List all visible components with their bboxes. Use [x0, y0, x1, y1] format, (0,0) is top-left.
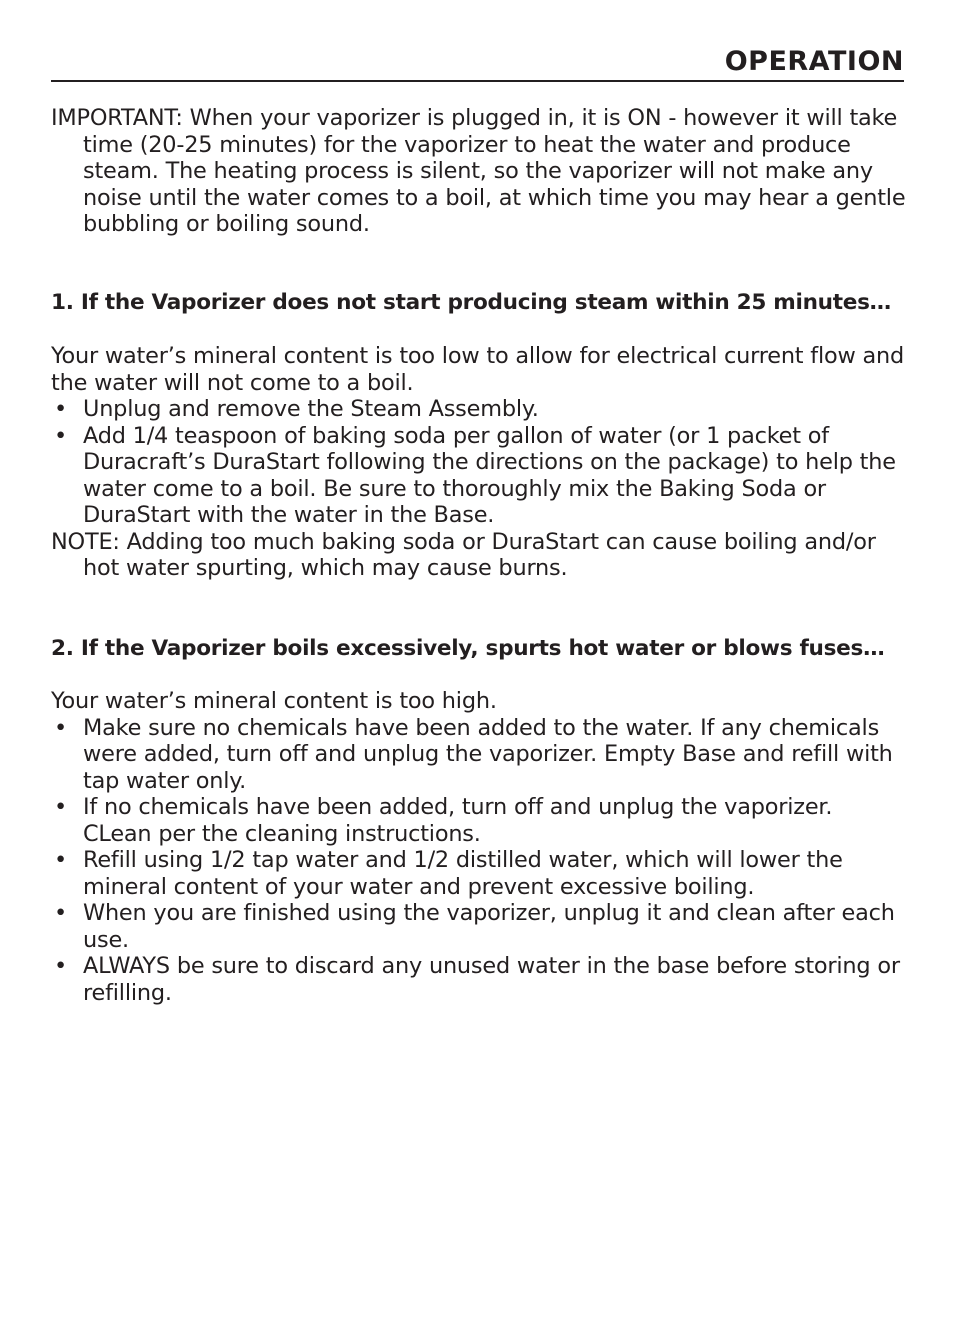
section-1-note: NOTE: Adding too much baking soda or DuraStart can cause boiling and/or hot water spurting, which may cause burns.: [51, 528, 876, 581]
bullet-icon: •: [54, 794, 68, 820]
list-item: [51, 900, 906, 953]
list-item: [51, 794, 906, 847]
list-item-text: Add 1/4 teaspoon of baking soda per gallon of water (or 1 packet of Duracraft’s DuraStart following the directions on the package) to help the water come to a boil. Be sure to thoroughly mix the Baking Soda or DuraStart with the water in the Base.: [83, 422, 896, 528]
list-item: [51, 847, 906, 900]
page-title: OPERATION: [724, 46, 904, 77]
list-item: [51, 715, 906, 795]
bullet-icon: •: [54, 714, 68, 741]
list-item: [51, 396, 906, 423]
list-item-text: ALWAYS be sure to discard any unused water in the base before storing or refilling.: [83, 953, 900, 1006]
important-text: IMPORTANT: When your vaporizer is plugged in, it is ON - however it will take time (20-25 minutes) for the vaporizer to heat the water and produce steam. The heating process is silent, so the vaporizer will not make any noise until the water comes to a boil, at which time you may hear a gentle bubbling or boiling sound.: [51, 105, 906, 237]
section-2-intro: Your water’s mineral content is too high.: [51, 688, 497, 714]
bullet-icon: •: [54, 847, 68, 873]
list-item-text: Refill using 1/2 tap water and 1/2 distilled water, which will lower the mineral content of your water and prevent excessive boiling.: [83, 847, 843, 900]
bullet-icon: •: [54, 422, 68, 449]
section-2-heading-block: [51, 636, 906, 662]
list-item: [51, 423, 906, 529]
section-header: [51, 44, 904, 82]
list-item-text: If no chemicals have been added, turn off and unplug the vaporizer. CLean per the cleaning instructions.: [83, 794, 833, 847]
section-1-body: [51, 343, 906, 582]
section-1-intro: Your water’s mineral content is too low to allow for electrical current flow and the water will not come to a boil.: [51, 343, 905, 396]
bullet-icon: •: [54, 953, 68, 979]
important-notice: [51, 105, 906, 238]
list-item-text: Unplug and remove the Steam Assembly.: [83, 396, 539, 422]
list-item-text: Make sure no chemicals have been added to the water. If any chemicals were added, turn off and unplug the vaporizer. Empty Base and refill with tap water only.: [83, 714, 893, 794]
list-item: [51, 953, 906, 1006]
section-1-heading: 1. If the Vaporizer does not start producing steam within 25 minutes…: [51, 290, 891, 315]
bullet-icon: •: [54, 396, 68, 422]
list-item-text: When you are finished using the vaporizer, unplug it and clean after each use.: [83, 900, 895, 953]
bullet-icon: •: [54, 900, 68, 926]
section-1-heading-block: [51, 290, 906, 316]
section-2-heading: 2. If the Vaporizer boils excessively, spurts hot water or blows fuses…: [51, 636, 885, 661]
section-2-body: [51, 688, 906, 1006]
